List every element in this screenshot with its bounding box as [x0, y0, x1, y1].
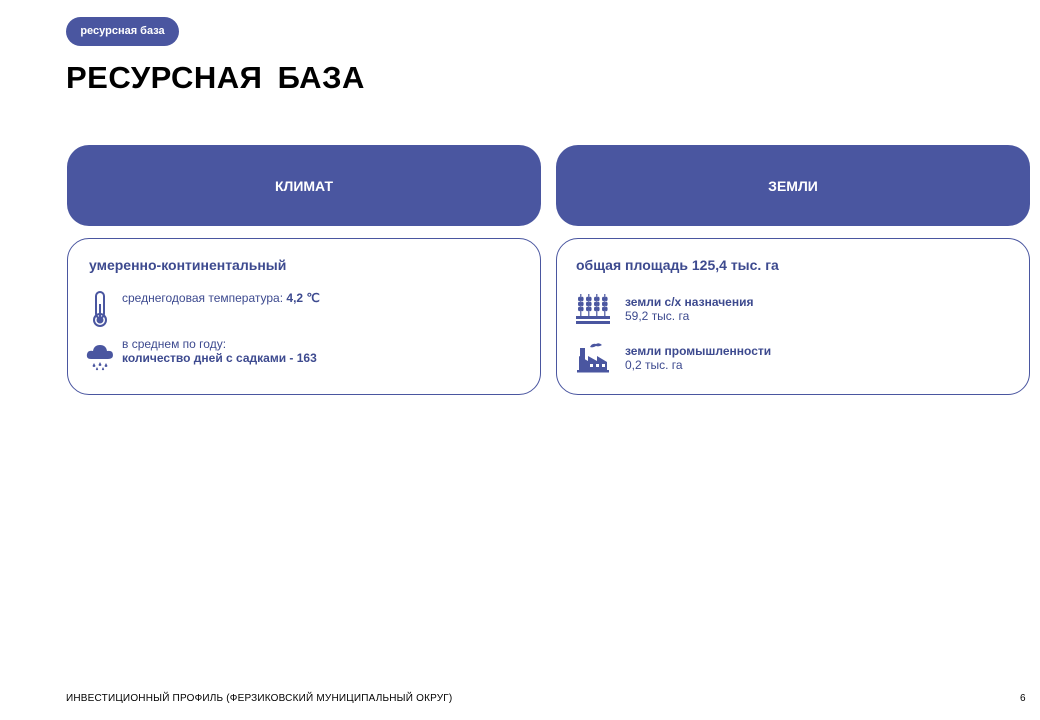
lands-header-label: ЗЕМЛИ [768, 177, 818, 194]
section-tag: ресурсная база [66, 17, 179, 46]
page-number: 6 [1020, 693, 1026, 704]
factory-icon [575, 338, 611, 378]
lands-header [556, 145, 1030, 226]
rain-days-row [82, 337, 317, 377]
industrial-land-value: 0,2 тыс. га [625, 358, 683, 372]
thermometer-icon [82, 289, 118, 329]
agricultural-land-value: 59,2 тыс. га [625, 309, 690, 323]
industrial-land-label: земли промышленности [625, 344, 772, 358]
climate-header [67, 145, 541, 226]
agricultural-land-label: земли с/х назначения [625, 295, 754, 309]
temperature-label: среднегодовая температура: [122, 291, 287, 305]
climate-card [67, 238, 541, 395]
lands-subtitle: общая площадь 125,4 тыс. га [576, 257, 779, 273]
rain-days-label: в среднем по году: [122, 337, 227, 351]
rain-days-value: количество дней с садками - 163 [122, 351, 317, 365]
lands-card [556, 238, 1030, 395]
page-title: РЕСУРСНАЯ БАЗА [66, 60, 365, 95]
climate-subtitle: умеренно-континентальный [89, 257, 287, 273]
climate-header-label: КЛИМАТ [274, 177, 334, 194]
temperature-row [82, 289, 320, 329]
footer-text: ИНВЕСТИЦИОННЫЙ ПРОФИЛЬ (ФЕРЗИКОВСКИЙ МУНИЦИПАЛЬНЫЙ ОКРУГ) [66, 693, 453, 704]
wheat-field-icon [575, 289, 611, 329]
industrial-land-row [575, 338, 771, 378]
temperature-value: 4,2 ℃ [286, 291, 320, 305]
rain-cloud-icon [82, 337, 118, 377]
agricultural-land-row [575, 289, 753, 329]
